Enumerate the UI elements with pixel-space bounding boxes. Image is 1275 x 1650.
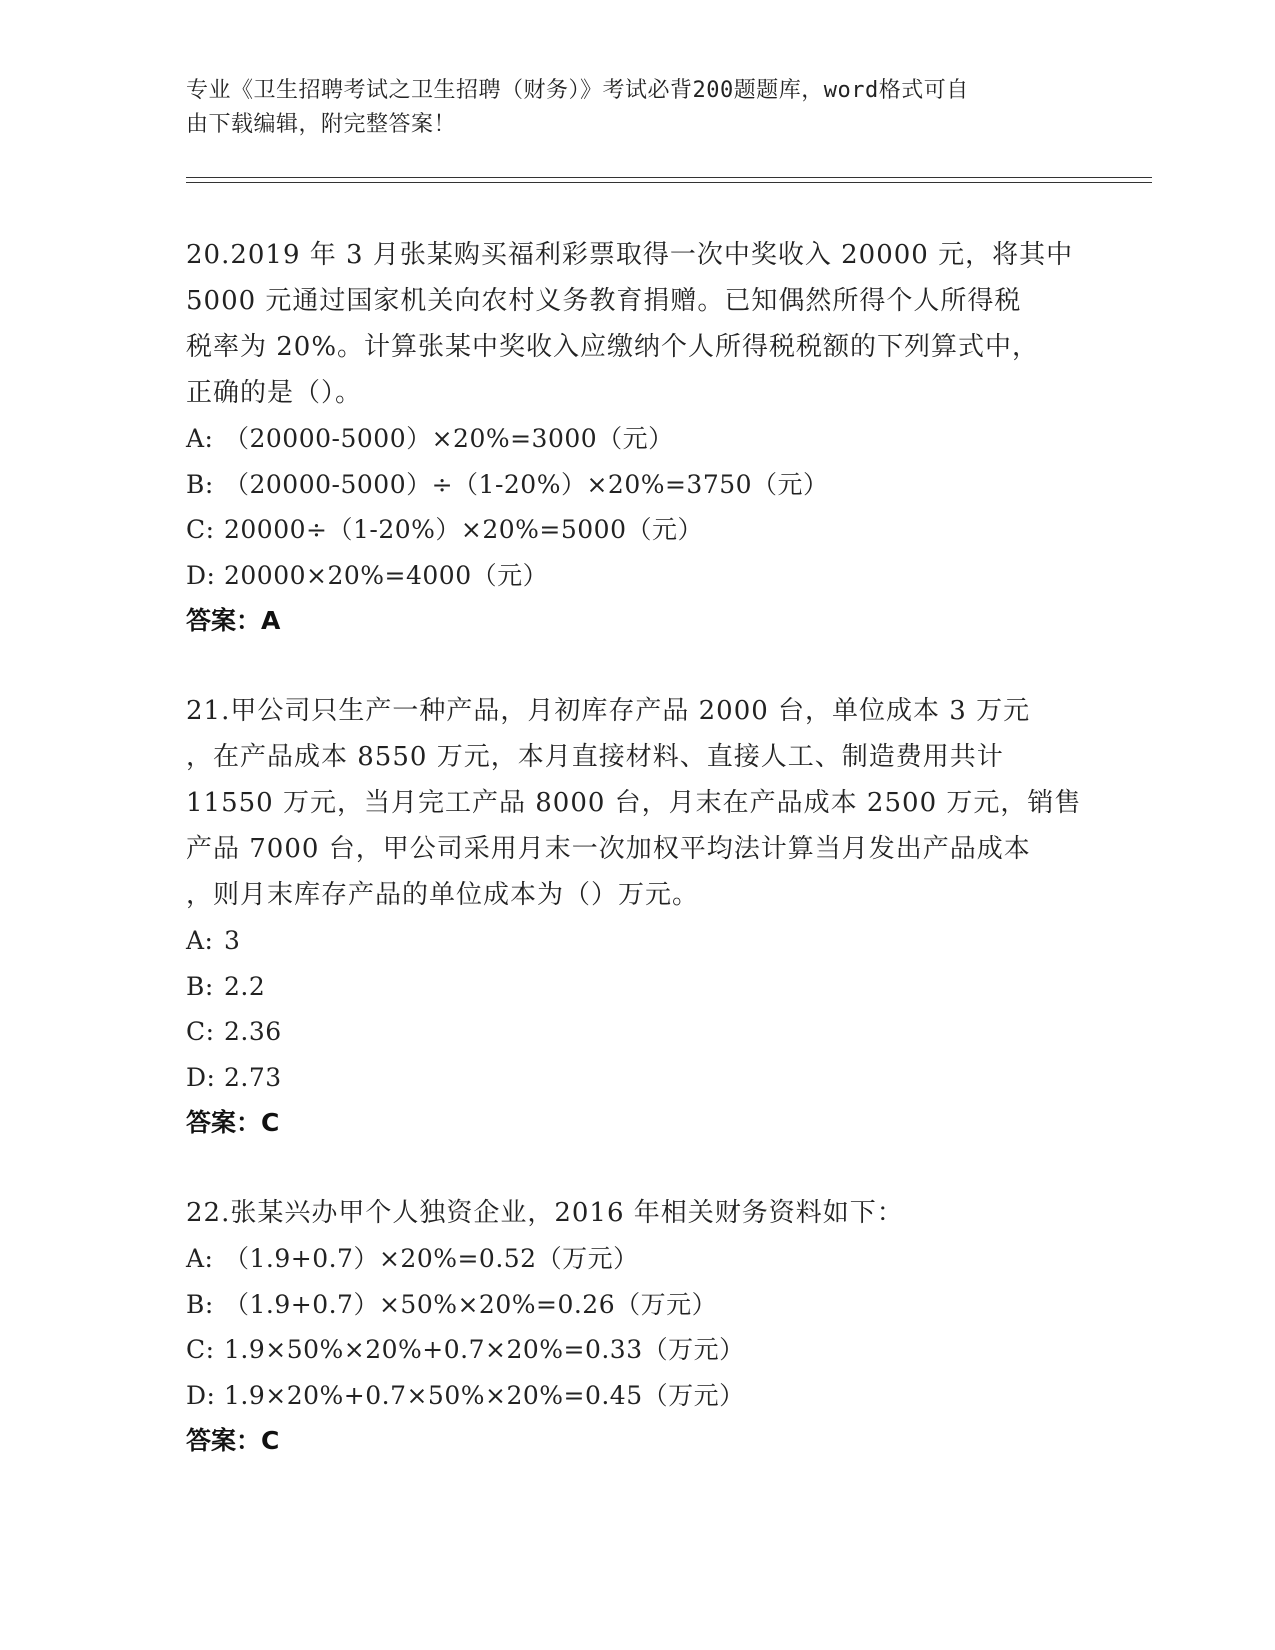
option-text: 20000÷（1-20%）×20%=5000（元） [224, 515, 703, 544]
question-text-line: 22.张某兴办甲个人独资企业，2016 年相关财务资料如下： [186, 1198, 904, 1228]
question-22 [186, 1190, 1086, 1464]
option-b [186, 1282, 1086, 1328]
option-key: C: [186, 515, 215, 544]
option-text: 1.9×20%+0.7×50%×20%=0.45（万元） [224, 1380, 745, 1410]
question-text-line: 税率为 20%。计算张某中奖收入应缴纳个人所得税税额的下列算式中， [186, 332, 1040, 362]
question-text-line: 11550 万元，当月完工产品 8000 台，月末在产品成本 2500 万元，销售 [186, 788, 1082, 818]
option-d [186, 1055, 1086, 1101]
question-text-line: 5000 元通过国家机关向农村义务教育捐赠。已知偶然所得个人所得税 [186, 286, 1022, 316]
option-text: 3 [224, 926, 241, 955]
question-text-line: 20.2019 年 3 月张某购买福利彩票取得一次中奖收入 20000 元，将其中 [186, 240, 1074, 270]
option-text: （20000-5000）×20%=3000（元） [224, 424, 674, 453]
option-key: B: [186, 971, 214, 1001]
option-text: （20000-5000）÷（1-20%）×20%=3750（元） [224, 469, 829, 499]
header-line: 专业《卫生招聘考试之卫生招聘（财务）》考试必背200题题库，word格式可自 [186, 78, 969, 103]
option-text: （1.9+0.7）×20%=0.52（万元） [224, 1244, 639, 1273]
option-key: B: [186, 469, 214, 499]
option-a [186, 918, 1086, 964]
option-c [186, 1009, 1086, 1055]
option-a [186, 416, 1086, 462]
question-20 [186, 232, 1086, 644]
document-header [186, 74, 1086, 142]
option-c [186, 1327, 1086, 1373]
option-text: 20000×20%=4000（元） [224, 560, 549, 590]
question-text-line: 产品 7000 台，甲公司采用月末一次加权平均法计算当月发出产品成本 [186, 834, 1031, 864]
option-key: D: [186, 1380, 216, 1410]
option-b [186, 462, 1086, 508]
question-text-line: ，在产品成本 8550 万元，本月直接材料、直接人工、制造费用共计 [186, 742, 1004, 772]
option-key: A: [186, 926, 214, 955]
option-a [186, 1236, 1086, 1282]
option-text: 2.36 [224, 1017, 282, 1046]
question-21 [186, 688, 1086, 1146]
question-text-line: ，则月末库存产品的单位成本为（）万元。 [186, 880, 700, 910]
header-divider [186, 182, 1152, 183]
option-key: C: [186, 1335, 215, 1364]
option-key: A: [186, 1244, 214, 1273]
option-key: B: [186, 1289, 214, 1319]
option-text: 1.9×50%×20%+0.7×20%=0.33（万元） [224, 1335, 745, 1364]
header-divider [186, 177, 1152, 178]
option-d [186, 1373, 1086, 1419]
option-key: A: [186, 424, 214, 453]
option-c [186, 507, 1086, 553]
option-key: C: [186, 1017, 215, 1046]
option-key: D: [186, 560, 216, 590]
header-line: 由下载编辑，附完整答案！ [186, 112, 457, 137]
answer-label: 答案：C [186, 1108, 280, 1137]
option-key: D: [186, 1062, 216, 1092]
option-text: 2.73 [224, 1062, 282, 1092]
question-text-line: 21.甲公司只生产一种产品，月初库存产品 2000 台，单位成本 3 万元 [186, 696, 1031, 726]
answer-label: 答案：C [186, 1426, 280, 1455]
option-text: （1.9+0.7）×50%×20%=0.26（万元） [224, 1289, 718, 1319]
question-text-line: 正确的是（）。 [186, 378, 363, 408]
option-d [186, 553, 1086, 599]
answer-label: 答案：A [186, 606, 281, 635]
option-b [186, 964, 1086, 1010]
option-text: 2.2 [224, 971, 266, 1001]
